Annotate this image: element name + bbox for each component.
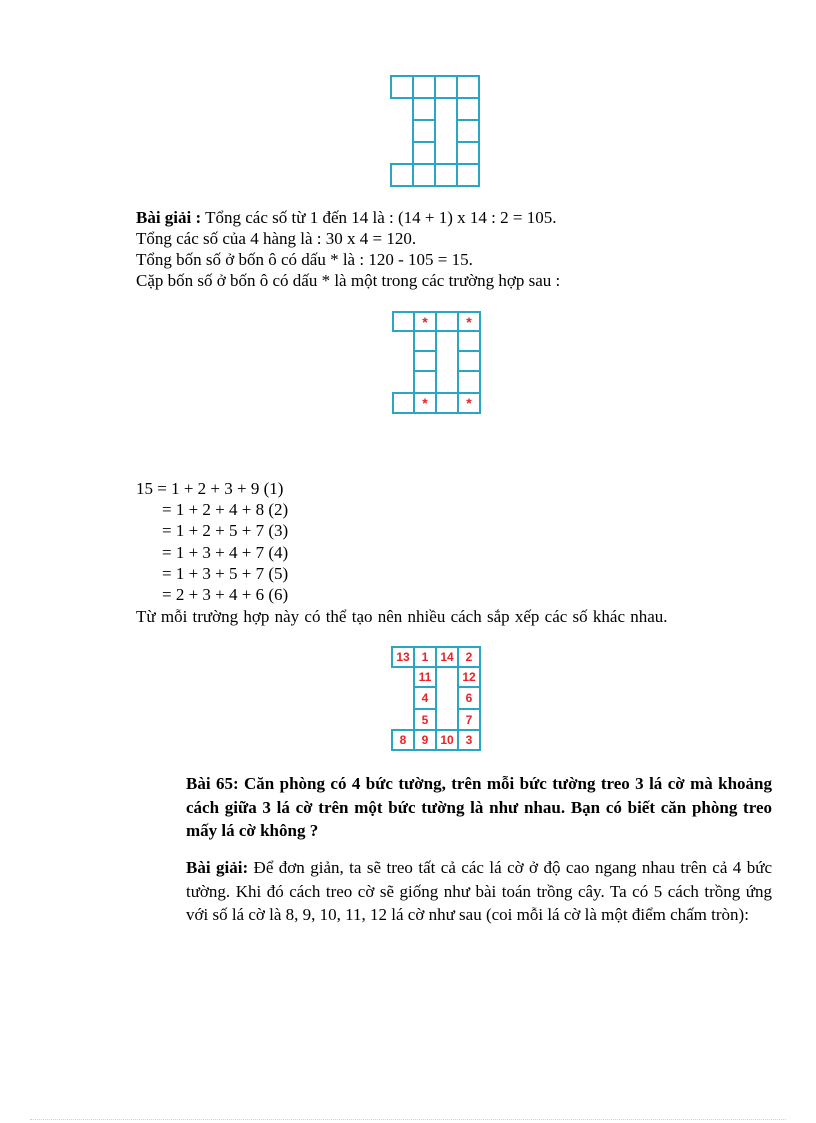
grid-cell xyxy=(457,330,481,352)
solution-line-4: Cặp bốn số ở bốn ô có dấu * là một trong các trường hợp sau : xyxy=(136,271,561,290)
grid-cell xyxy=(456,163,480,187)
number-cell: 12 xyxy=(457,666,481,688)
number-cell: 9 xyxy=(413,729,437,751)
number-cell: 14 xyxy=(435,646,459,668)
number-cell: 7 xyxy=(457,708,481,731)
grid-cell xyxy=(413,370,437,394)
solution-65-paragraph xyxy=(186,856,772,927)
grid-cell xyxy=(392,392,415,414)
star-cell: * xyxy=(457,392,481,414)
grid-cell xyxy=(457,370,481,394)
grid-cell xyxy=(413,350,437,372)
case-line-1: 15 = 1 + 2 + 3 + 9 (1) xyxy=(136,479,284,498)
number-cell: 10 xyxy=(435,729,459,751)
grid-cell xyxy=(456,141,480,165)
case-line-2: = 1 + 2 + 4 + 8 (2) xyxy=(162,500,289,519)
grid-cell xyxy=(412,119,436,143)
number-cell: 5 xyxy=(413,708,437,731)
grid-cell xyxy=(434,75,458,99)
number-cell: 13 xyxy=(391,646,415,668)
number-cell: 8 xyxy=(391,729,415,751)
grid-cell xyxy=(435,392,459,414)
solution-line-3: Tổng bốn số ở bốn ô có dấu * là : 120 - 105 = 15. xyxy=(136,250,473,269)
star-grid-figure xyxy=(392,311,488,415)
grid-cell xyxy=(392,311,415,332)
problem-65-text: Bài 65: Căn phòng có 4 bức tường, trên mỗi bức tường treo 3 lá cờ mà khoảng cách giữa 3 lá cờ trên một bức tường là như nhau. Bạn có biết căn phòng treo mấy lá cờ không ? xyxy=(186,774,772,840)
number-grid-figure xyxy=(391,646,487,752)
grid-cell xyxy=(435,311,459,332)
grid-cell xyxy=(456,97,480,121)
number-cell: 4 xyxy=(413,686,437,710)
grid-cell xyxy=(412,163,436,187)
solution-65-text: Để đơn giản, ta sẽ treo tất cả các lá cờ ở độ cao ngang nhau trên cả 4 bức tường. Khi đó cách treo cờ sẽ giống như bài toán trồng cây. Ta có 5 cách trồng ứng với số lá cờ là 8, 9, 10, 11, 12 lá cờ như sau (coi mỗi lá cờ là một điểm chấm tròn): xyxy=(186,858,772,924)
number-cell: 1 xyxy=(413,646,437,668)
star-cell: * xyxy=(413,311,437,332)
solution-text: Tổng các số từ 1 đến 14 là : (14 + 1) x 14 : 2 = 105. xyxy=(205,208,557,227)
grid-cell xyxy=(390,75,414,99)
star-cell: * xyxy=(457,311,481,332)
case-line-4: = 1 + 3 + 4 + 7 (4) xyxy=(162,543,289,562)
solution-line-1 xyxy=(136,207,556,228)
page-bottom-divider xyxy=(30,1119,786,1120)
number-cell: 6 xyxy=(457,686,481,710)
case-line-3: = 1 + 2 + 5 + 7 (3) xyxy=(162,521,289,540)
grid-cell xyxy=(434,163,458,187)
grid-cell xyxy=(412,97,436,121)
empty-grid-figure xyxy=(390,75,486,187)
star-cell: * xyxy=(413,392,437,414)
grid-cell xyxy=(412,75,436,99)
grid-cell xyxy=(390,163,414,187)
solution-65-heading: Bài giải: xyxy=(186,858,249,877)
number-cell: 11 xyxy=(413,666,437,688)
solution-heading: Bài giải : xyxy=(136,208,202,227)
case-line-5: = 1 + 3 + 5 + 7 (5) xyxy=(162,564,289,583)
grid-cell xyxy=(413,330,437,352)
solution-line-2: Tổng các số của 4 hàng là : 30 x 4 = 120. xyxy=(136,229,417,248)
grid-cell xyxy=(412,141,436,165)
grid-cell xyxy=(456,75,480,99)
conclusion-line: Từ mỗi trường hợp này có thể tạo nên nhiều cách sắp xếp các số khác nhau. xyxy=(136,607,668,626)
number-cell: 3 xyxy=(457,729,481,751)
grid-cell xyxy=(457,350,481,372)
case-line-6: = 2 + 3 + 4 + 6 (6) xyxy=(162,585,289,604)
grid-cell xyxy=(456,119,480,143)
number-cell: 2 xyxy=(457,646,481,668)
